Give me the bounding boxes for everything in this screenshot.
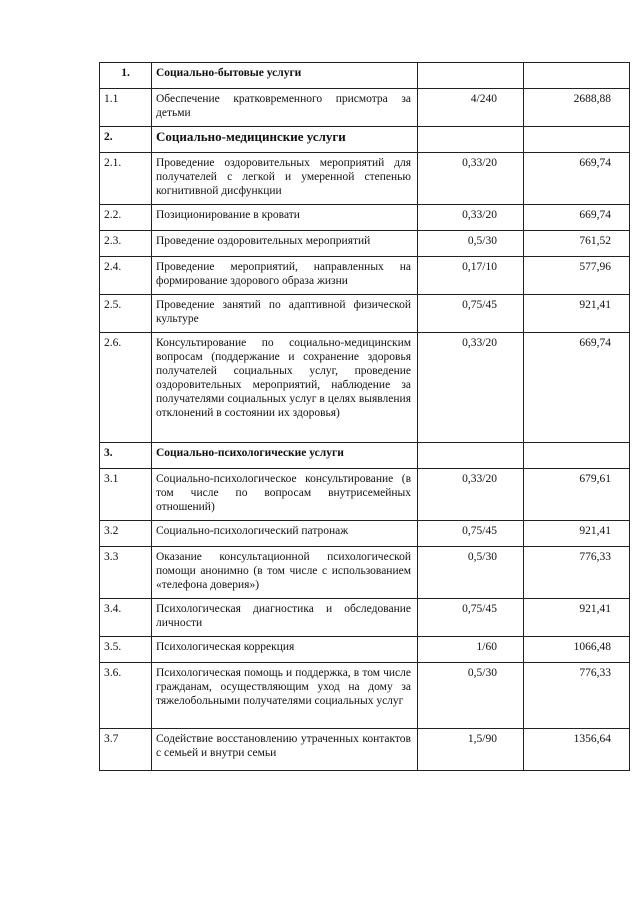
time-norm: 0,5/30 — [418, 547, 524, 599]
service-price: 2688,88 — [524, 89, 630, 127]
row-number: 2. — [100, 127, 152, 153]
row-number: 3.4. — [100, 599, 152, 637]
table-row — [100, 547, 630, 599]
time-norm — [418, 443, 524, 469]
row-number: 2.2. — [100, 205, 152, 231]
section-row — [100, 443, 630, 469]
service-name: Социально-бытовые услуги — [152, 63, 418, 89]
service-price: 921,41 — [524, 521, 630, 547]
service-price: 1356,64 — [524, 729, 630, 771]
time-norm: 4/240 — [418, 89, 524, 127]
service-name: Психологическая помощь и поддержка, в том числе гражданам, осуществляющим уход на дому за тяжелобольными получателями социальных услуг — [152, 663, 418, 729]
time-norm: 0,33/20 — [418, 153, 524, 205]
time-norm: 0,75/45 — [418, 599, 524, 637]
time-norm: 0,75/45 — [418, 521, 524, 547]
table-row — [100, 205, 630, 231]
table-row — [100, 153, 630, 205]
service-price: 761,52 — [524, 231, 630, 257]
service-name: Проведение оздоровительных мероприятий для получателей с легкой и умеренной степенью когнитивной дисфункции — [152, 153, 418, 205]
time-norm: 0,33/20 — [418, 469, 524, 521]
services-table-body — [100, 63, 630, 771]
service-price: 921,41 — [524, 295, 630, 333]
row-number: 2.6. — [100, 333, 152, 443]
service-name: Содействие восстановлению утраченных контактов с семьей и внутри семьи — [152, 729, 418, 771]
table-row — [100, 521, 630, 547]
service-name: Социально-психологический патронаж — [152, 521, 418, 547]
row-number: 2.3. — [100, 231, 152, 257]
row-number: 3.1 — [100, 469, 152, 521]
time-norm: 0,5/30 — [418, 663, 524, 729]
service-name: Проведение мероприятий, направленных на формирование здорового образа жизни — [152, 257, 418, 295]
table-row — [100, 295, 630, 333]
time-norm: 0,5/30 — [418, 231, 524, 257]
section-row — [100, 127, 630, 153]
service-price: 669,74 — [524, 205, 630, 231]
table-row — [100, 231, 630, 257]
row-number: 3.7 — [100, 729, 152, 771]
row-number: 3.3 — [100, 547, 152, 599]
service-price: 679,61 — [524, 469, 630, 521]
time-norm: 0,17/10 — [418, 257, 524, 295]
service-name: Социально-психологические услуги — [152, 443, 418, 469]
row-number: 2.4. — [100, 257, 152, 295]
time-norm: 1,5/90 — [418, 729, 524, 771]
row-number: 3.6. — [100, 663, 152, 729]
table-row — [100, 729, 630, 771]
time-norm: 1/60 — [418, 637, 524, 663]
section-row — [100, 63, 630, 89]
time-norm — [418, 127, 524, 153]
service-price: 669,74 — [524, 153, 630, 205]
service-price: 776,33 — [524, 547, 630, 599]
service-price: 921,41 — [524, 599, 630, 637]
table-row — [100, 469, 630, 521]
table-row — [100, 257, 630, 295]
service-name: Обеспечение кратковременного присмотра за детьми — [152, 89, 418, 127]
services-table — [99, 62, 630, 771]
row-number: 1. — [100, 63, 152, 89]
table-row — [100, 89, 630, 127]
row-number: 3.2 — [100, 521, 152, 547]
service-name: Социально-медицинские услуги — [152, 127, 418, 153]
service-price: 669,74 — [524, 333, 630, 443]
row-number: 3.5. — [100, 637, 152, 663]
service-price — [524, 127, 630, 153]
service-price: 577,96 — [524, 257, 630, 295]
service-price — [524, 443, 630, 469]
time-norm: 0,33/20 — [418, 333, 524, 443]
table-row — [100, 637, 630, 663]
service-name: Проведение занятий по адаптивной физической культуре — [152, 295, 418, 333]
time-norm: 0,75/45 — [418, 295, 524, 333]
row-number: 2.5. — [100, 295, 152, 333]
table-row — [100, 663, 630, 729]
service-name: Социально-психологическое консультирование (в том числе по вопросам внутрисемейных отношений) — [152, 469, 418, 521]
service-price: 1066,48 — [524, 637, 630, 663]
time-norm — [418, 63, 524, 89]
time-norm: 0,33/20 — [418, 205, 524, 231]
row-number: 2.1. — [100, 153, 152, 205]
service-name: Консультирование по социально-медицинским вопросам (поддержание и сохранение здоровья получателей социальных услуг, проведение оздоровительных мероприятий, наблюдение за получателями социальных услуг в целях выявления отклонений в состоянии их здоровья) — [152, 333, 418, 443]
row-number: 3. — [100, 443, 152, 469]
service-name: Оказание консультационной психологической помощи анонимно (в том числе с использованием «телефона доверия») — [152, 547, 418, 599]
service-name: Проведение оздоровительных мероприятий — [152, 231, 418, 257]
service-name: Психологическая диагностика и обследование личности — [152, 599, 418, 637]
table-row — [100, 333, 630, 443]
service-name: Психологическая коррекция — [152, 637, 418, 663]
table-row — [100, 599, 630, 637]
service-name: Позиционирование в кровати — [152, 205, 418, 231]
row-number: 1.1 — [100, 89, 152, 127]
service-price — [524, 63, 630, 89]
service-price: 776,33 — [524, 663, 630, 729]
